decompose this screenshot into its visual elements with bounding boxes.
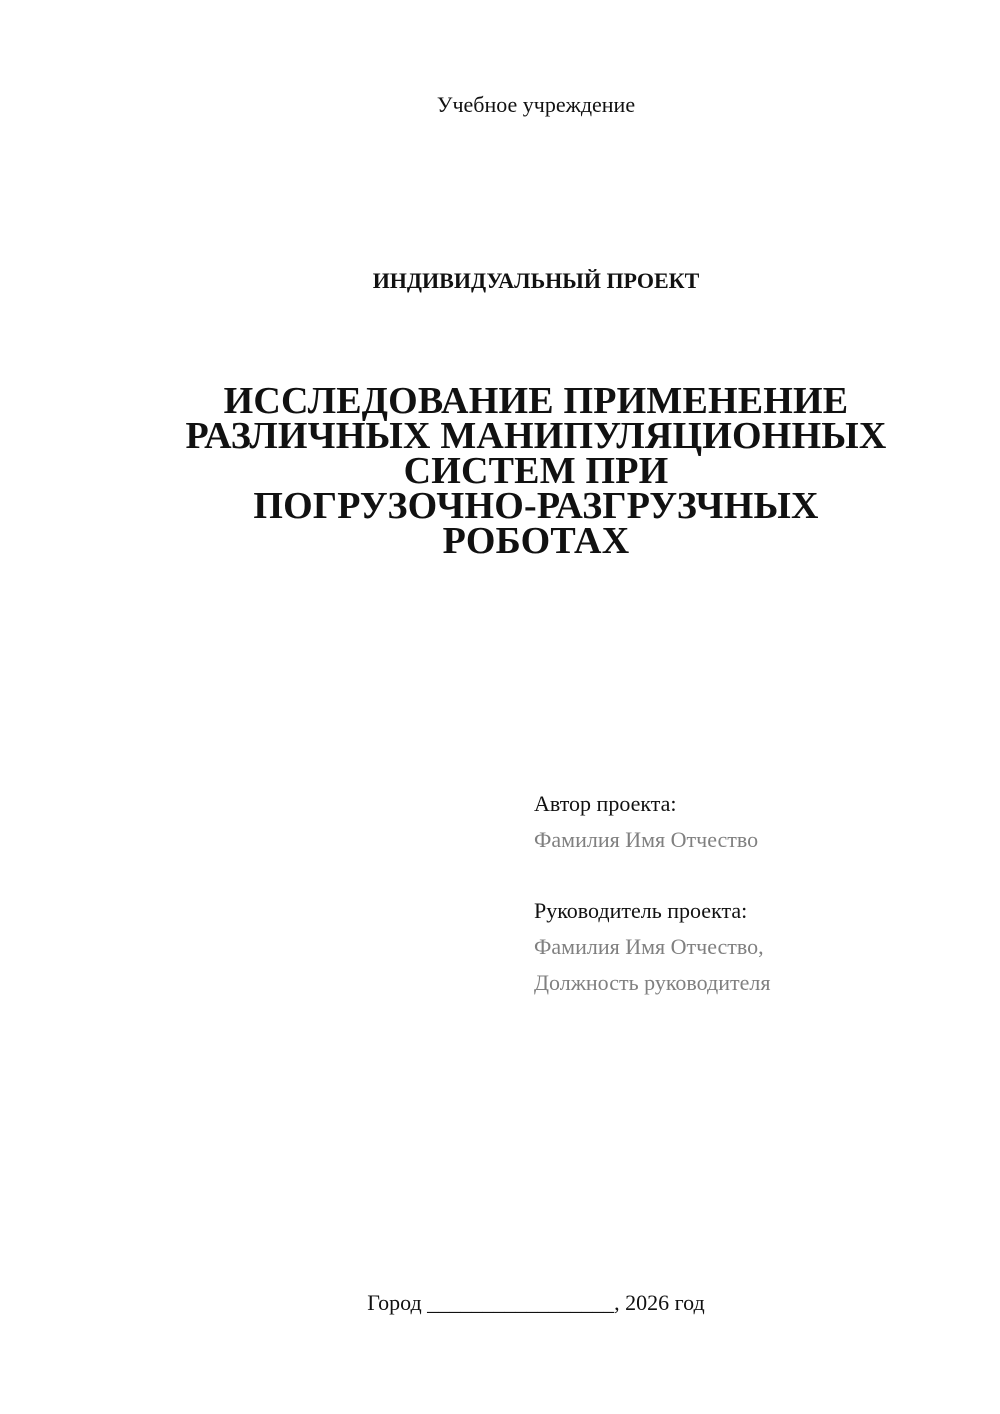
title-line: РАЗЛИЧНЫХ МАНИПУЛЯЦИОННЫХ — [185, 415, 887, 457]
supervisor-name-placeholder: Фамилия Имя Отчество, — [534, 934, 764, 959]
city-blank-line: _________________ — [427, 1290, 615, 1315]
author-label: Автор проекта: — [534, 791, 677, 816]
document-type-heading: ИНДИВИДУАЛЬНЫЙ ПРОЕКТ — [372, 268, 700, 293]
city-label: Город — [367, 1290, 422, 1315]
title-line: ПОГРУЗОЧНО-РАЗГРУЗЧНЫХ — [253, 485, 819, 527]
title-line: РОБОТАХ — [442, 520, 630, 562]
author-name-placeholder: Фамилия Имя Отчество — [534, 827, 759, 852]
supervisor-block — [534, 893, 974, 1001]
author-block — [534, 786, 974, 858]
project-title — [130, 380, 942, 562]
supervisor-position-placeholder: Должность руководителя — [534, 970, 771, 995]
title-line: ИССЛЕДОВАНИЕ ПРИМЕНЕНИЕ — [223, 380, 849, 422]
institution-name: Учебное учреждение — [436, 92, 636, 117]
title-line: СИСТЕМ ПРИ — [403, 450, 669, 492]
year-text: , 2026 год — [614, 1290, 705, 1315]
footer-city-year — [0, 1288, 1000, 1318]
supervisor-label: Руководитель проекта: — [534, 898, 748, 923]
